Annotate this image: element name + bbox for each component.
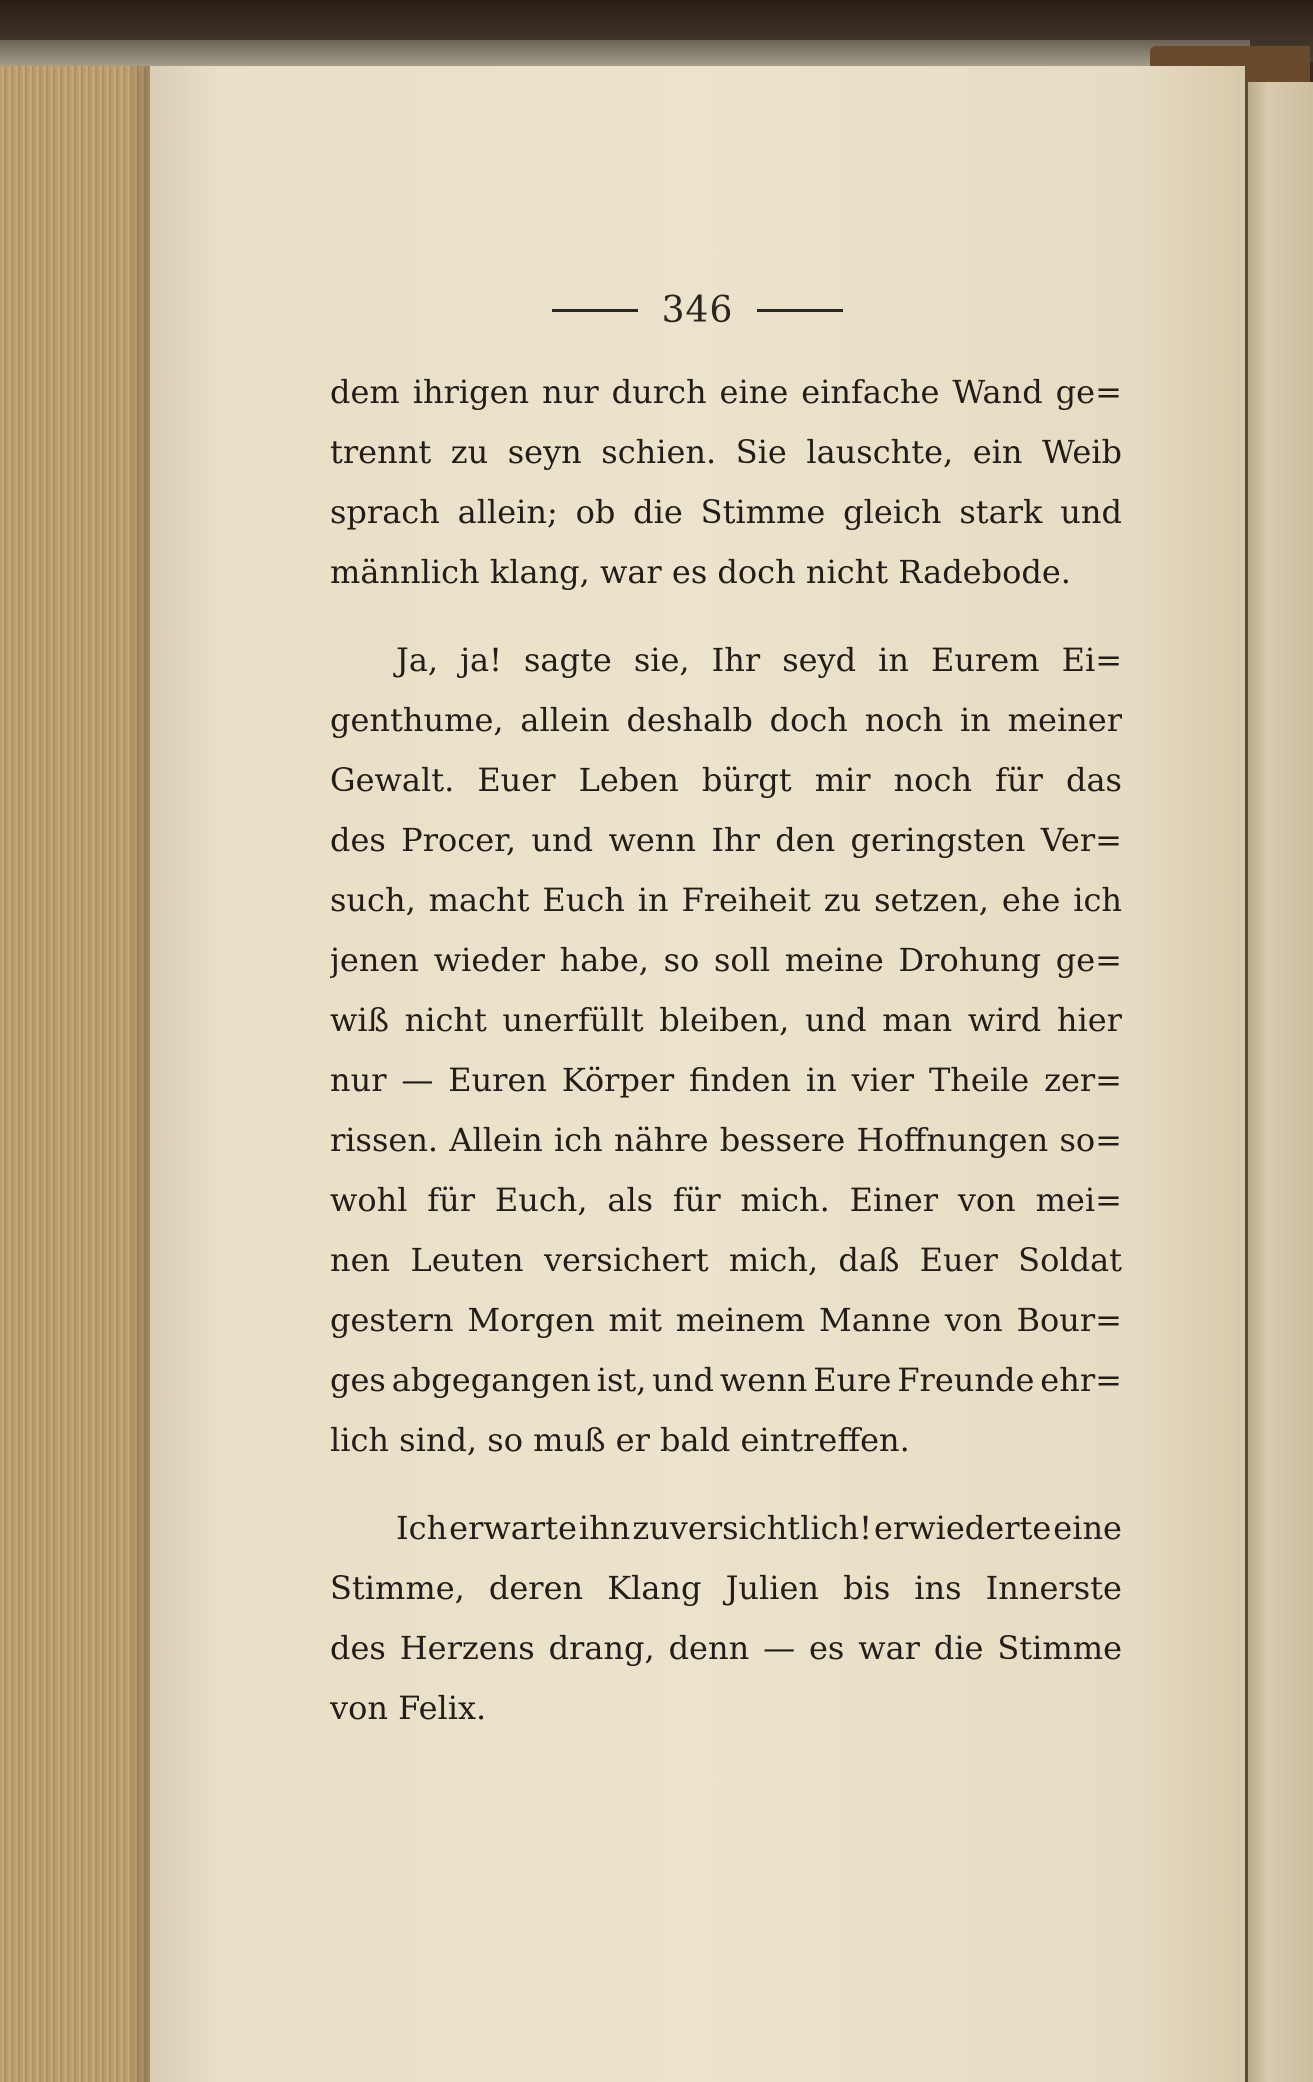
text-line: Ja, ja! sagte sie, Ihr seyd in Eurem Ei=: [396, 641, 1122, 679]
page-top-edge: [0, 40, 1250, 66]
header-dash-right: [757, 309, 843, 312]
paragraph-gap: [330, 1470, 1122, 1498]
text-line: des Procer, und wenn Ihr den geringsten Ver=: [330, 821, 1122, 859]
text-line: rissen. Allein ich nähre bessere Hoffnungen so=: [330, 1121, 1122, 1159]
text-line: männlich klang, war es doch nicht Radebode.: [330, 553, 1071, 591]
text-line: wohl für Euch, als für mich. Einer von mei=: [330, 1181, 1122, 1219]
text-line: gestern Morgen mit meinem Manne von Bour=: [330, 1301, 1122, 1339]
text-line: Stimme, deren Klang Julien bis ins Innerste: [330, 1569, 1122, 1607]
text-line: dem ihrigen nur durch eine einfache Wand ge=: [330, 373, 1122, 411]
text-line: ges abgegangen ist, und wenn Eure Freunde ehr=: [330, 1361, 1122, 1399]
text-line: Ich erwarte ihn zuversichtlich! erwiederte eine: [396, 1509, 1122, 1547]
page-number: 346: [661, 289, 734, 331]
text-line: Gewalt. Euer Leben bürgt mir noch für das: [330, 761, 1122, 799]
body-text: [330, 362, 1122, 1738]
text-line: des Herzens drang, denn — es war die Stimme: [330, 1629, 1122, 1667]
text-line: jenen wieder habe, so soll meine Drohung ge=: [330, 941, 1122, 979]
facing-page-edge: [1245, 82, 1313, 2082]
page-header: [150, 286, 1245, 334]
text-line: von Felix.: [330, 1689, 487, 1727]
text-line: genthume, allein deshalb doch noch in meiner: [330, 701, 1122, 739]
paragraph-gap: [330, 602, 1122, 630]
text-line: nen Leuten versichert mich, daß Euer Soldat: [330, 1241, 1122, 1279]
text-line: wiß nicht unerfüllt bleiben, und man wird hier: [330, 1001, 1122, 1039]
paragraph: [330, 1498, 1122, 1738]
paragraph: [330, 362, 1122, 602]
book-page-edges: [0, 66, 150, 2082]
text-line: lich sind, so muß er bald eintreffen.: [330, 1421, 910, 1459]
header-dash-left: [552, 309, 638, 312]
text-line: sprach allein; ob die Stimme gleich stark und: [330, 493, 1122, 531]
text-line: nur — Euren Körper finden in vier Theile zer=: [330, 1061, 1122, 1099]
paragraph: [330, 630, 1122, 1470]
text-line: such, macht Euch in Freiheit zu setzen, ehe ich: [330, 881, 1122, 919]
text-line: trennt zu seyn schien. Sie lauschte, ein Weib: [330, 433, 1122, 471]
